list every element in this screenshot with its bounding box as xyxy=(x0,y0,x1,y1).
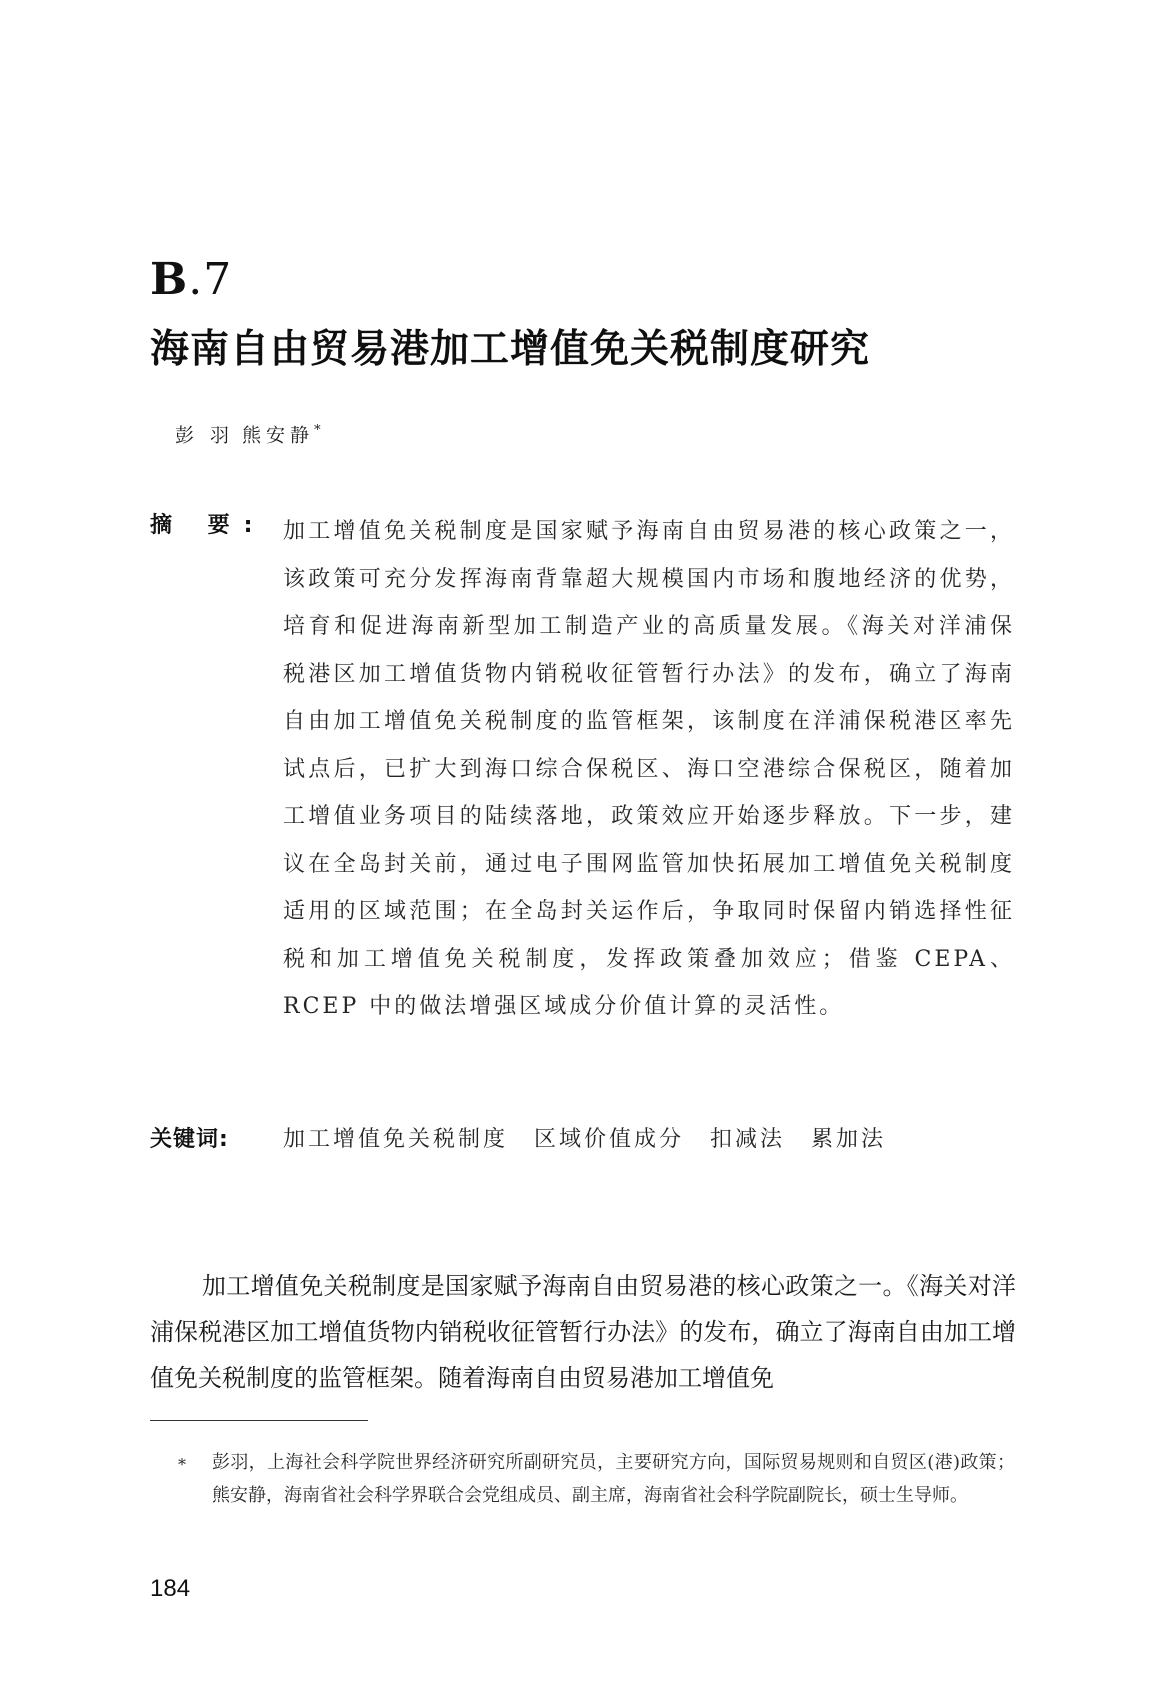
page-number: 184 xyxy=(150,1575,191,1602)
chapter-label xyxy=(150,252,232,308)
chapter-letter: B xyxy=(150,254,189,305)
footnote xyxy=(180,1446,1015,1512)
body-paragraph: 加工增值免关税制度是国家赋予海南自由贸易港的核心政策之一。《海关对洋浦保税港区加工增值货物内销税收征管暂行办法》的发布，确立了海南自由加工增值免关税制度的监管框架。随着海南自由贸易港加工增值免 xyxy=(150,1272,1016,1392)
footnote-mark: * xyxy=(178,1455,186,1474)
keyword-item: 累加法 xyxy=(811,1127,887,1152)
abstract-text: 加工增值免关税制度是国家赋予海南自由贸易港的核心政策之一，该政策可充分发挥海南背靠超大规模国内市场和腹地经济的优势，培育和促进海南新型加工制造产业的高质量发展。《海关对洋浦保税港区加工增值货物内销税收征管暂行办法》的发布，确立了海南自由加工增值免关税制度的监管框架，该制度在洋浦保税港区率先试点后，已扩大到海口综合保税区、海口空港综合保税区，随着加工增值业务项目的陆续落地，政策效应开始逐步释放。下一步，建议在全岛封关前，通过电子围网监管加快拓展加工增值免关税制度适用的区域范围；在全岛封关运作后，争取同时保留内销选择性征税和加工增值免关税制度，发挥政策叠加效应；借鉴 CEPA、RCEP 中的做法增强区域成分价值计算的灵活性。 xyxy=(283,519,1015,1019)
author-line xyxy=(175,418,321,448)
abstract-label: 摘 要: xyxy=(150,513,267,538)
chapter-number: .7 xyxy=(188,254,233,305)
author-first: 彭 羽 xyxy=(175,424,235,447)
page-title: 海南自由贸易港加工增值免关税制度研究 xyxy=(150,327,871,372)
keyword-item: 区域价值成分 xyxy=(534,1127,685,1152)
author-note-mark: * xyxy=(314,423,321,438)
keyword-item: 加工增值免关税制度 xyxy=(283,1127,509,1152)
keyword-list xyxy=(283,1122,912,1153)
keyword-item: 扣减法 xyxy=(710,1127,786,1152)
author-second: 熊安静 xyxy=(242,424,315,447)
keywords-label: 关键词: xyxy=(150,1127,229,1152)
footnote-text: 彭羽，上海社会科学院世界经济研究所副研究员，主要研究方向，国际贸易规则和自贸区(港)政策；熊安静，海南省社会科学界联合会党组成员、副主席，海南省社会科学院副院长，硕士生导师。 xyxy=(212,1452,1015,1506)
footnote-divider xyxy=(150,1420,368,1421)
